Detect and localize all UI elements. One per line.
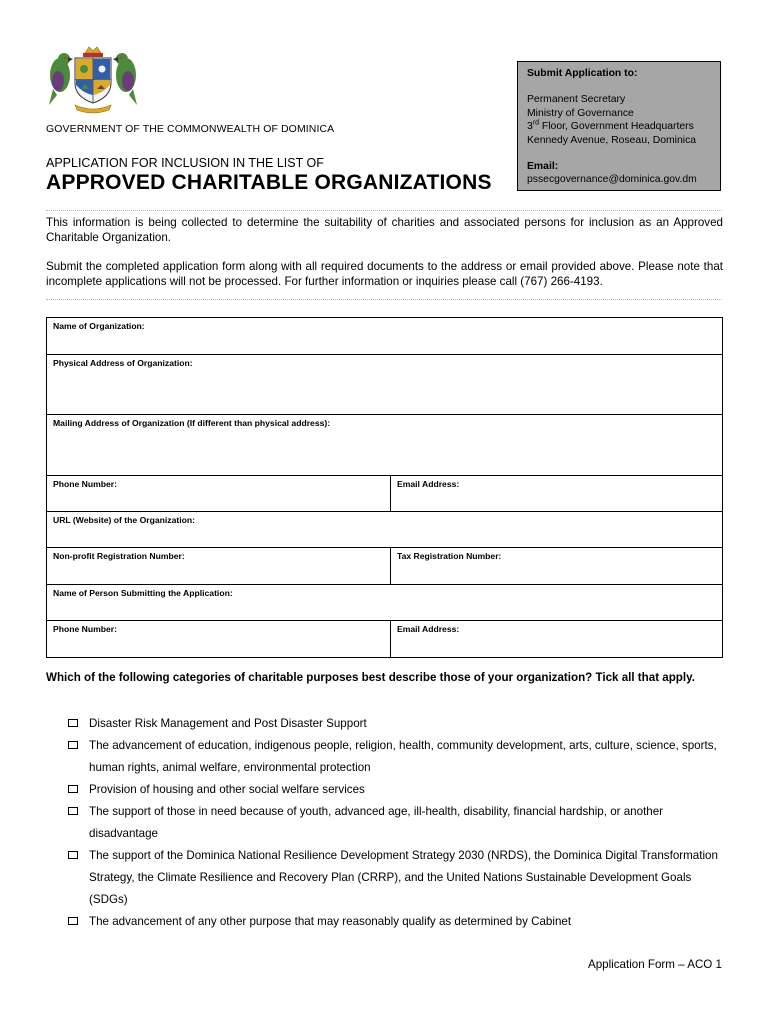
submit-box-heading: Submit Application to: <box>527 68 638 79</box>
tax-reg-field[interactable]: Tax Registration Number: <box>397 551 502 561</box>
address-line-3: 3rd Floor, Government Headquarters <box>527 119 694 133</box>
list-item <box>68 735 724 779</box>
form-row-physical-address <box>47 355 722 415</box>
list-item <box>68 911 724 933</box>
checkbox-icon[interactable] <box>68 807 78 815</box>
category-label: The support of the Dominica National Resilience Development Strategy 2030 (NRDS), the Dominica Digital Transformation Strategy, the Climate Resilience and Recovery Plan (CRRP), and the United Nations Sustainable Development Goals (SDGs) <box>89 849 718 906</box>
form-subtitle: APPLICATION FOR INCLUSION IN THE LIST OF <box>46 156 324 170</box>
checkbox-icon[interactable] <box>68 785 78 793</box>
category-label: Provision of housing and other social welfare services <box>89 783 365 796</box>
page-title: APPROVED CHARITABLE ORGANIZATIONS <box>46 171 492 194</box>
org-email-field[interactable]: Email Address: <box>397 479 460 489</box>
url-field[interactable]: URL (Website) of the Organization: <box>53 515 195 525</box>
list-item <box>68 845 724 911</box>
intro-paragraph-2: Submit the completed application form along with all required documents to the address or email provided above. Please note that incomplete applications will not be processed. For further information or inquiries please call (767) 266-4193. <box>46 260 723 288</box>
checkbox-icon[interactable] <box>68 741 78 749</box>
form-row-registration <box>47 548 722 585</box>
physical-address-field[interactable]: Physical Address of Organization: <box>53 358 193 368</box>
address-line-2: Ministry of Governance <box>527 107 634 119</box>
form-footer: Application Form – ACO 1 <box>587 958 722 971</box>
form-row-org-name <box>47 318 722 355</box>
submitter-email-field[interactable]: Email Address: <box>397 624 460 634</box>
form-row-submitter-contact <box>47 621 722 657</box>
org-name-field[interactable]: Name of Organization: <box>53 321 145 331</box>
government-name: GOVERNMENT OF THE COMMONWEALTH OF DOMINICA <box>46 123 335 135</box>
submitter-phone-field[interactable]: Phone Number: <box>47 621 391 657</box>
list-item <box>68 713 724 735</box>
category-label: Disaster Risk Management and Post Disaster Support <box>89 717 367 730</box>
list-item <box>68 801 724 845</box>
org-phone-field[interactable]: Phone Number: <box>47 476 391 511</box>
left-parrot-icon <box>49 53 73 105</box>
shield-icon <box>75 58 111 103</box>
list-item <box>68 779 724 801</box>
checkbox-icon[interactable] <box>68 917 78 925</box>
intro-paragraph-1: This information is being collected to determine the suitability of charities and associated persons for inclusion as an Approved Charitable Organization. <box>46 216 723 244</box>
form-row-submitter <box>47 585 722 621</box>
submitter-name-field[interactable]: Name of Person Submitting the Application: <box>53 588 233 598</box>
email-label: Email: <box>527 161 559 173</box>
motto-scroll-icon <box>75 105 111 113</box>
divider <box>46 210 722 211</box>
category-label: The advancement of any other purpose that may reasonably qualify as determined by Cabinet <box>89 915 572 928</box>
right-parrot-icon <box>113 53 137 105</box>
application-form-table <box>46 317 723 658</box>
categories-list <box>68 713 724 933</box>
coat-of-arms-icon <box>45 45 141 115</box>
form-row-contact <box>47 476 722 512</box>
mailing-address-field[interactable]: Mailing Address of Organization (If different than physical address): <box>53 418 331 428</box>
checkbox-icon[interactable] <box>68 719 78 727</box>
nonprofit-reg-field[interactable]: Non-profit Registration Number: <box>47 548 391 584</box>
categories-question: Which of the following categories of charitable purposes best describe those of your organization? Tick all that apply. <box>46 671 695 684</box>
crest-icon <box>83 47 103 57</box>
submit-application-box <box>517 61 721 191</box>
form-row-url <box>47 512 722 548</box>
address-line-1: Permanent Secretary <box>527 94 626 106</box>
checkbox-icon[interactable] <box>68 851 78 859</box>
category-label: The advancement of education, indigenous people, religion, health, community development, arts, culture, science, sports, human rights, animal welfare, environmental protection <box>89 739 717 774</box>
submit-email: pssecgovernance@dominica.gov.dm <box>527 174 697 186</box>
address-line-4: Kennedy Avenue, Roseau, Dominica <box>527 134 697 146</box>
category-label: The support of those in need because of youth, advanced age, ill-health, disability, financial hardship, or another disadvantage <box>89 805 664 840</box>
divider <box>46 299 722 300</box>
form-row-mailing-address <box>47 415 722 476</box>
